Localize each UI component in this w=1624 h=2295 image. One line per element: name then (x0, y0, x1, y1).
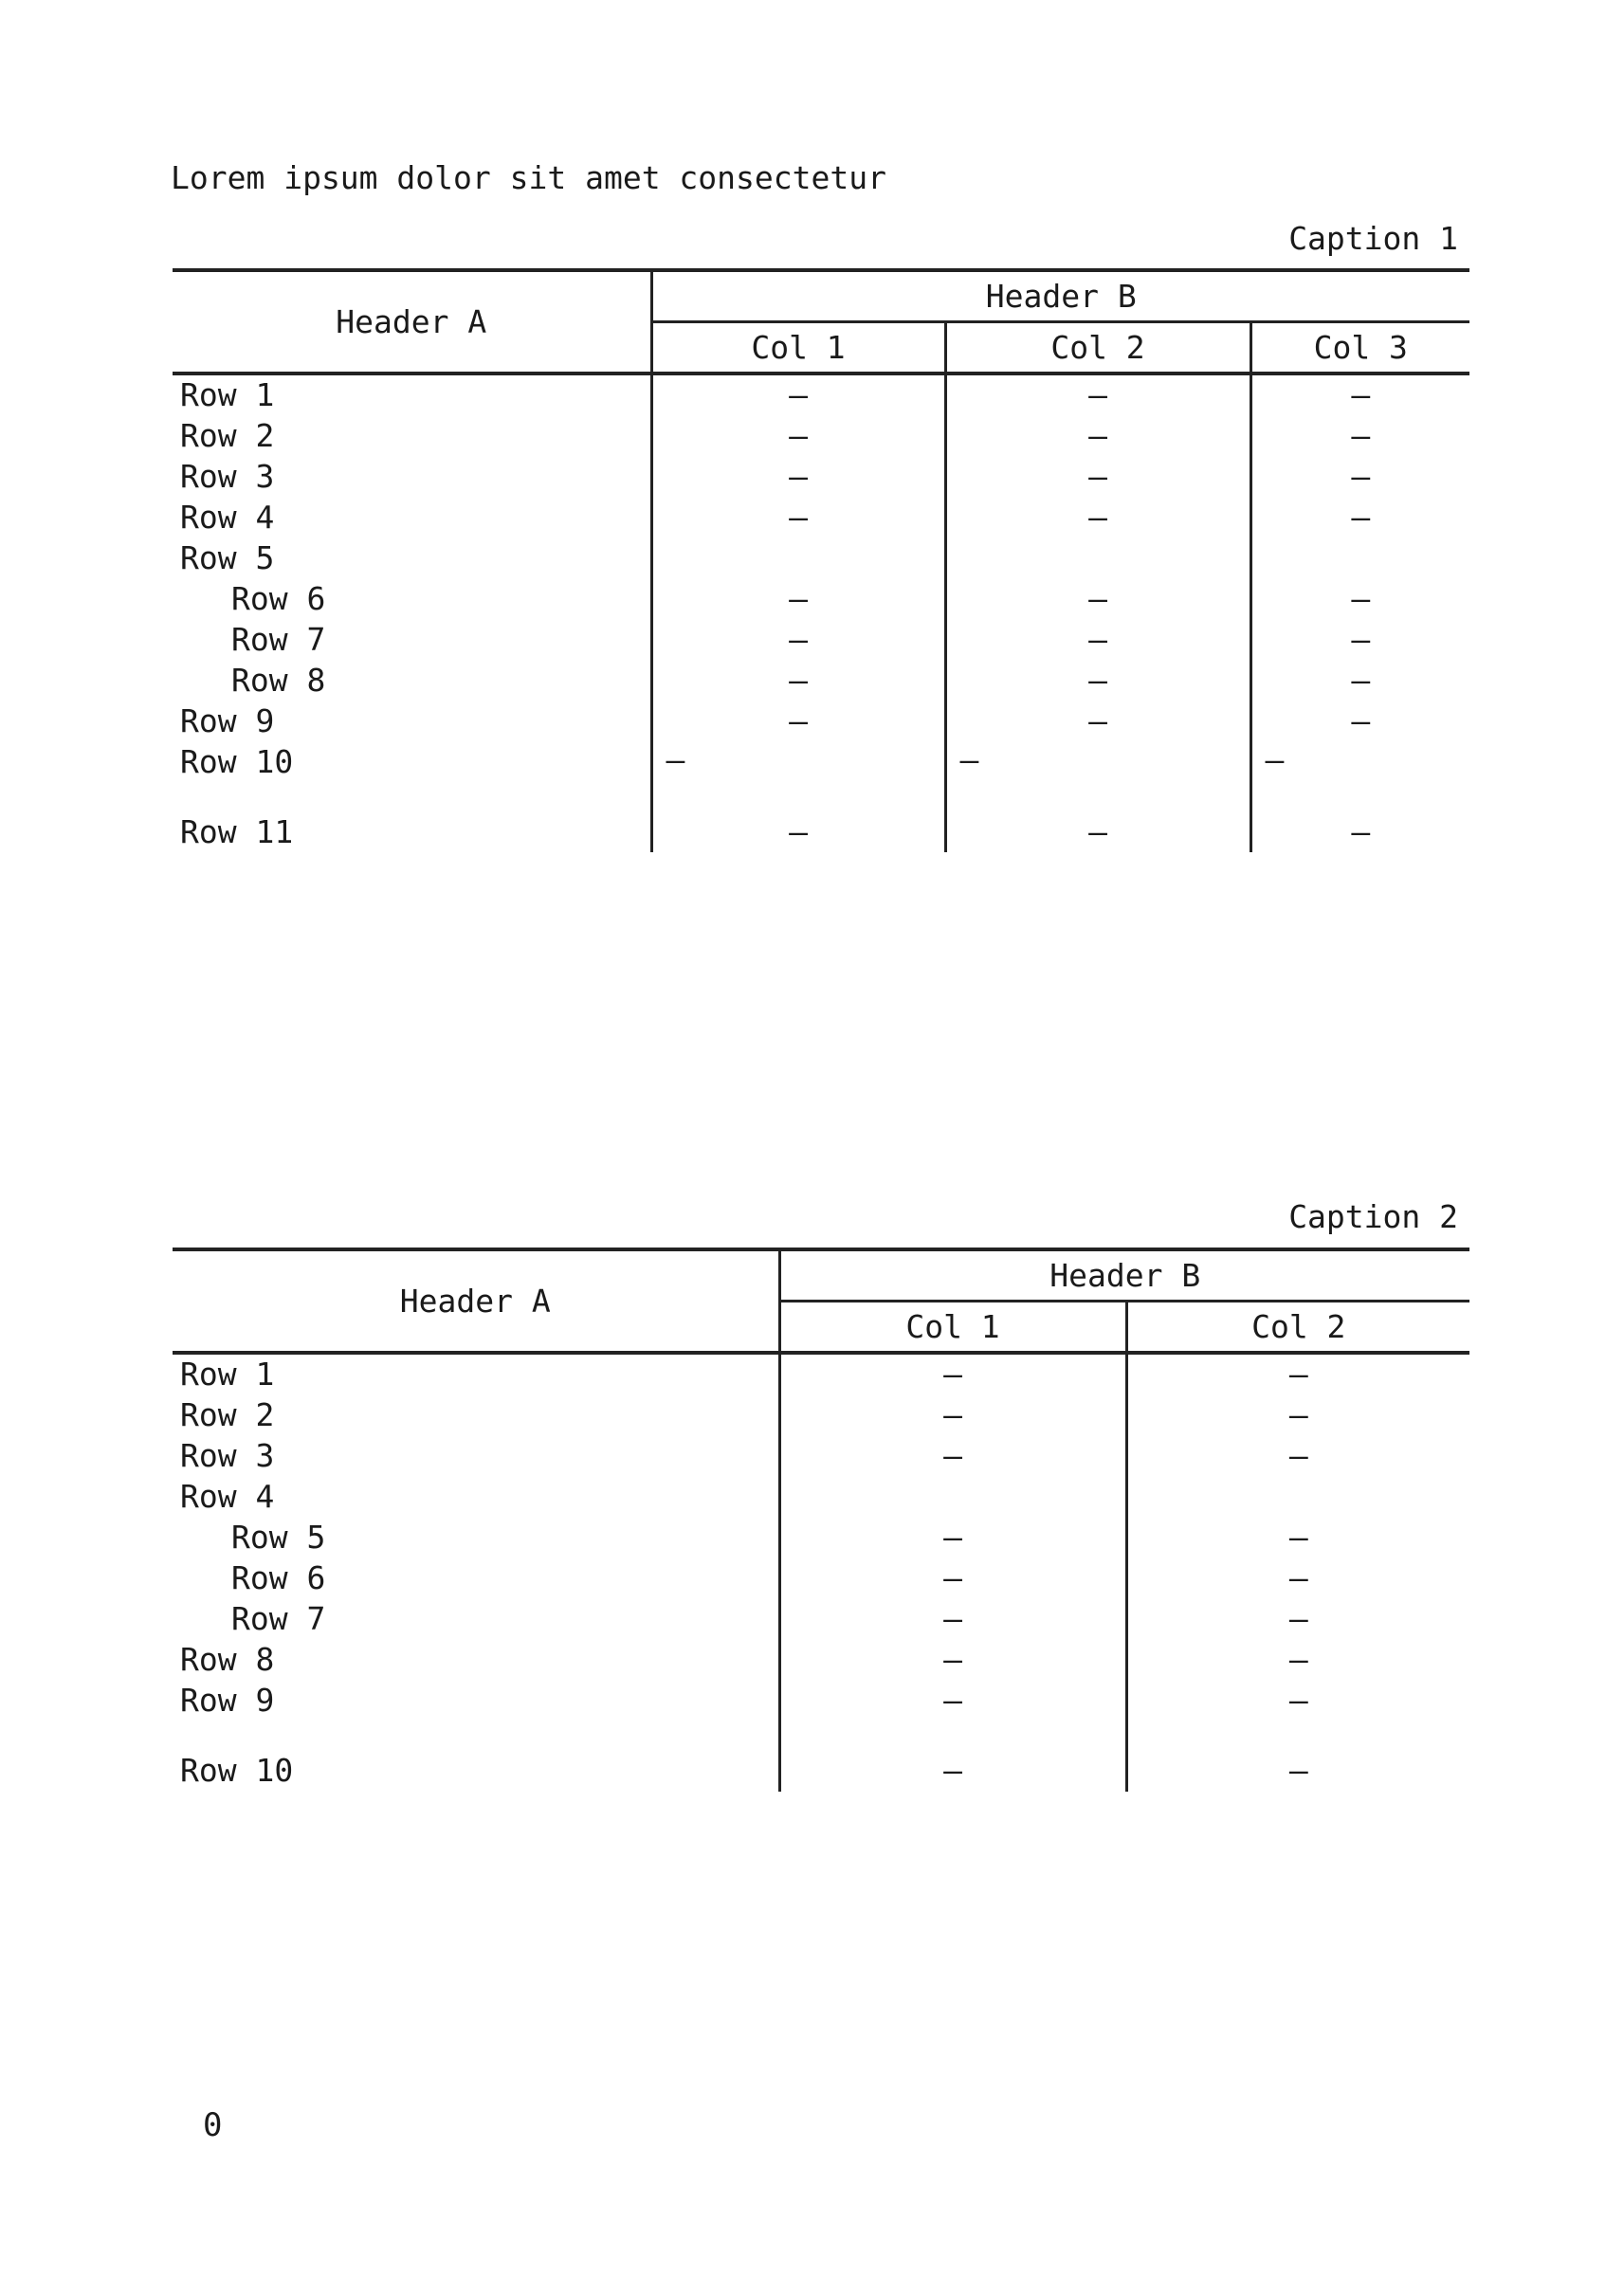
cell-value: — (945, 457, 1250, 498)
cell-value: — (779, 1436, 1126, 1477)
table-row (173, 579, 1469, 620)
cell-value: — (651, 373, 945, 416)
row-label: Row 2 (180, 416, 275, 454)
table-2-column-header: Col 2 (1126, 1302, 1469, 1354)
cell-value: — (1126, 1681, 1469, 1751)
cell-value: — (945, 416, 1250, 457)
cell-value: — (1126, 1599, 1469, 1640)
row-label: Row 4 (180, 498, 275, 536)
row-label: Row 4 (180, 1477, 275, 1515)
table-row (173, 1599, 1469, 1640)
page-number: 0 (203, 2106, 223, 2144)
table-1 (173, 268, 1469, 852)
cell-value: — (1126, 1640, 1469, 1681)
cell-value: — (651, 457, 945, 498)
cell-value: — (1126, 1395, 1469, 1436)
cell-value: — (1126, 1353, 1469, 1395)
cell-value: — (1250, 742, 1469, 812)
cell-value: — (651, 661, 945, 701)
row-label: Row 7 (231, 1599, 326, 1637)
cell-value: — (651, 742, 945, 812)
cell-value: — (1250, 661, 1469, 701)
cell-value: — (945, 701, 1250, 742)
cell-value: — (945, 579, 1250, 620)
cell-value: — (779, 1353, 1126, 1395)
row-label: Row 5 (231, 1518, 326, 1556)
row-label: Row 6 (231, 579, 326, 617)
cell-value: — (1250, 373, 1469, 416)
cell-value: — (779, 1599, 1126, 1640)
table-row (173, 498, 1469, 538)
cell-value: — (651, 498, 945, 538)
row-label: Row 8 (231, 661, 326, 699)
cell-value: — (1126, 1751, 1469, 1792)
table-row (173, 1558, 1469, 1599)
table-2-column-header: Col 1 (779, 1302, 1126, 1354)
row-label: Row 9 (180, 701, 275, 739)
cell-value: — (945, 498, 1250, 538)
cell-value: — (651, 579, 945, 620)
cell-value: — (779, 1681, 1126, 1751)
cell-value (1250, 538, 1469, 579)
row-label: Row 1 (180, 376, 275, 413)
table-row (173, 1751, 1469, 1792)
table-row (173, 742, 1469, 812)
row-label: Row 7 (231, 620, 326, 658)
cell-value: — (1250, 579, 1469, 620)
cell-value: — (651, 620, 945, 661)
cell-value: — (651, 416, 945, 457)
cell-value: — (1126, 1518, 1469, 1558)
cell-value: — (779, 1558, 1126, 1599)
table-2 (173, 1248, 1469, 1792)
table-2-group-header: Header B (779, 1249, 1469, 1302)
cell-value (1126, 1477, 1469, 1518)
table-row (173, 1681, 1469, 1751)
table-row (173, 812, 1469, 853)
table-2-param-header: Header A (173, 1249, 779, 1353)
table-1-group-header: Header B (651, 270, 1469, 322)
cell-value: — (651, 812, 945, 853)
cell-value: — (945, 742, 1250, 812)
row-label: Row 10 (180, 742, 294, 780)
table-row (173, 538, 1469, 579)
cell-value: — (945, 812, 1250, 853)
row-label: Row 6 (231, 1558, 326, 1596)
cell-value: — (1126, 1558, 1469, 1599)
table-row (173, 1353, 1469, 1395)
cell-value: — (1250, 498, 1469, 538)
cell-value (779, 1477, 1126, 1518)
cell-value: — (945, 661, 1250, 701)
table-1-caption: Caption 1 (1288, 220, 1458, 257)
cell-value: — (945, 620, 1250, 661)
cell-value: — (779, 1395, 1126, 1436)
table-1-param-header: Header A (173, 270, 651, 373)
cell-value: — (1126, 1436, 1469, 1477)
row-label: Row 1 (180, 1356, 275, 1393)
cell-value: — (779, 1640, 1126, 1681)
cell-value: — (1250, 812, 1469, 853)
row-label: Row 10 (180, 1751, 294, 1789)
row-label: Row 9 (180, 1681, 275, 1719)
cell-value: — (1250, 620, 1469, 661)
table-row (173, 1436, 1469, 1477)
row-label: Row 11 (180, 812, 294, 850)
table-row (173, 701, 1469, 742)
cell-value: — (1250, 457, 1469, 498)
row-label: Row 5 (180, 538, 275, 576)
intro-text-line: Lorem ipsum dolor sit amet consectetur (171, 159, 886, 196)
table-row (173, 457, 1469, 498)
table-2-caption: Caption 2 (1288, 1198, 1458, 1235)
cell-value: — (651, 701, 945, 742)
row-label: Row 3 (180, 457, 275, 495)
cell-value: — (945, 373, 1250, 416)
cell-value: — (1250, 416, 1469, 457)
cell-value: — (1250, 701, 1469, 742)
cell-value (945, 538, 1250, 579)
table-row (173, 416, 1469, 457)
table-1-column-header: Col 2 (945, 322, 1250, 374)
table-row (173, 620, 1469, 661)
table-row (173, 1640, 1469, 1681)
table-row (173, 1477, 1469, 1518)
table-row (173, 661, 1469, 701)
table-1-column-header: Col 1 (651, 322, 945, 374)
table-row (173, 1518, 1469, 1558)
row-label: Row 2 (180, 1395, 275, 1433)
cell-value: — (779, 1518, 1126, 1558)
cell-value (651, 538, 945, 579)
table-1-column-header: Col 3 (1250, 322, 1469, 374)
table-row (173, 1395, 1469, 1436)
table-row (173, 373, 1469, 416)
row-label: Row 3 (180, 1436, 275, 1474)
row-label: Row 8 (180, 1640, 275, 1678)
cell-value: — (779, 1751, 1126, 1792)
